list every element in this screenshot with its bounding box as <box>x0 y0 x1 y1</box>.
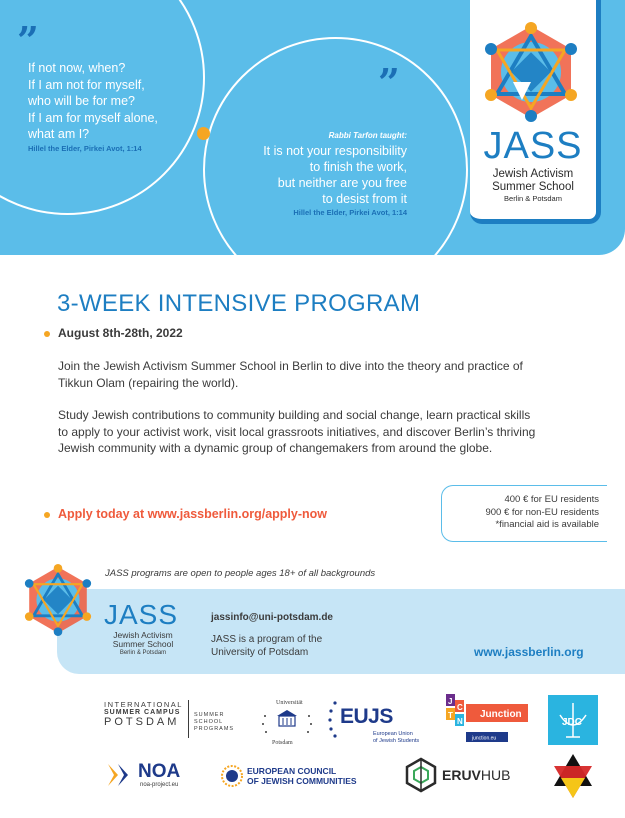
noa-wordmark: NOA <box>138 761 181 782</box>
uni-dot <box>310 723 312 725</box>
logo-title: JASS <box>483 125 583 167</box>
ecjc-emblem-icon <box>221 765 243 787</box>
quote-citation: Hillel the Elder, Pirkei Avot, 1:14 <box>28 143 142 153</box>
junction-letter: T <box>448 711 453 720</box>
isc-logo-line: SUMMER CAMPUS <box>104 709 181 716</box>
noa-arrow-icon <box>104 760 134 790</box>
uni-dot <box>262 723 264 725</box>
band-logo-location: Berlin & Potsdam <box>119 650 167 656</box>
isc-logo-line: POTSDAM <box>104 716 180 728</box>
price-non-eu: 900 € for non-EU residents <box>485 506 599 518</box>
band-logo-subtitle-line: Summer School <box>112 639 174 649</box>
eujs-wordmark: EUJS <box>340 705 393 728</box>
ecjc-line: EUROPEAN COUNCIL <box>247 766 337 776</box>
quote-line: It is not your responsibility <box>263 144 407 158</box>
eujs-logo <box>328 697 428 743</box>
logo-subtitle-line: Jewish Activism <box>492 168 574 180</box>
eujs-subtitle <box>373 731 419 744</box>
bullet-dot-icon <box>44 331 50 337</box>
quote-mark-icon: ” <box>378 60 400 105</box>
junction-letter: C <box>457 703 463 712</box>
eruvhub-logo <box>404 757 516 793</box>
eruvhub-wordmark-light: HUB <box>480 767 511 783</box>
quote-hillel <box>28 60 203 154</box>
price-aid: *financial aid is available <box>495 519 599 530</box>
junction-letter: J <box>448 697 453 706</box>
isc-divider <box>188 700 189 738</box>
university-note-line: University of Potsdam <box>211 647 309 658</box>
menorah-icon <box>548 695 598 745</box>
apply-link[interactable] <box>44 507 327 521</box>
jass-geometric-logo-icon <box>481 22 581 122</box>
program-dates <box>44 326 183 340</box>
uni-dot <box>308 715 310 717</box>
quote-line: If not now, when? <box>28 61 126 75</box>
jass-logo-card <box>470 0 601 224</box>
noa-url: noa-project.eu <box>140 782 179 788</box>
university-potsdam-logo <box>258 694 316 752</box>
isc-side-line: PROGRAMS <box>194 726 235 732</box>
website-link[interactable]: www.jassberlin.org <box>474 645 584 659</box>
eruvhub-wordmark-bold: ERUV <box>442 767 481 783</box>
university-note-line: JASS is a program of the <box>211 634 323 645</box>
bullet-dot-icon <box>44 512 50 518</box>
band-logo-subtitle <box>103 631 183 649</box>
band-logo-title: JASS <box>104 599 179 630</box>
uni-dot <box>264 715 266 717</box>
quote-line: If I am not for myself, <box>28 77 145 92</box>
uni-logo-top: Universität <box>276 700 303 706</box>
program-intro: Join the Jewish Activism Summer School in Berlin to dive into the theory and practice of Tikkun Olam (repairing the world). <box>58 359 523 390</box>
quote-tarfon <box>230 129 407 218</box>
jass-geometric-logo-icon <box>22 564 94 636</box>
contact-email[interactable]: jassinfo@uni-potsdam.de <box>211 612 333 623</box>
uni-roof-icon <box>277 710 297 716</box>
jdc-wordmark: JDC <box>562 717 583 728</box>
price-eu: 400 € for EU residents <box>504 494 599 505</box>
quote-line: what am I? <box>28 127 90 141</box>
isc-side-line: SCHOOL <box>194 719 224 725</box>
ecjc-line: OF JEWISH COMMUNITIES <box>247 776 357 786</box>
uni-dot <box>265 731 267 733</box>
uni-logo-bottom: Potsdam <box>272 740 293 746</box>
junction-url: junction.eu <box>472 735 497 742</box>
quote-line: to desist from it <box>322 192 407 206</box>
band-logo-subtitle-line: Jewish Activism <box>113 630 173 640</box>
isc-side-label <box>194 712 234 733</box>
quote-intro: Rabbi Tarfon taught: <box>328 131 407 140</box>
program-dates-text: August 8th-28th, 2022 <box>58 326 183 340</box>
quote-line: but neither are you free <box>277 176 407 190</box>
quote-line: who will be for me? <box>28 94 135 108</box>
quote-line: to finish the work, <box>309 160 407 174</box>
noa-logo <box>104 758 184 794</box>
jdc-logo <box>548 695 598 745</box>
junction-logo <box>446 694 528 744</box>
university-note <box>211 633 371 659</box>
quote-line: If I am for myself alone, <box>28 110 158 125</box>
junction-letter: N <box>457 717 463 726</box>
isc-logo-line: INTERNATIONAL <box>104 700 183 709</box>
isc-side-line: SUMMER <box>194 712 225 718</box>
ecjc-wordmark <box>247 766 357 786</box>
apply-link-text: Apply today at www.jassberlin.org/apply-now <box>58 507 328 521</box>
quote-mark-icon: ” <box>17 18 39 63</box>
star-of-david-icon <box>552 752 594 800</box>
ecjc-logo <box>221 764 381 790</box>
eujs-subtitle-line: of Jewish Students <box>373 737 420 744</box>
eligibility-note: JASS programs are open to people ages 18+ of all backgrounds <box>105 568 376 579</box>
program-details: Study Jewish contributions to community building and social change, learn practical skills to apply to your activist work, visit local grassroots initiatives, and discover Berlin’s thriving Jewish community with a dynamic group of changemakers from around the globe. <box>58 408 536 455</box>
eruvhub-hex-icon <box>404 757 438 793</box>
program-title: 3-WEEK INTENSIVE PROGRAM <box>57 290 421 317</box>
international-summer-campus-logo <box>104 700 244 742</box>
logo-subtitle <box>470 168 596 193</box>
eujs-subtitle-line: European Union <box>373 731 413 737</box>
logo-location: Berlin & Potsdam <box>504 194 562 203</box>
pricing-box <box>441 485 607 542</box>
uni-dot <box>307 731 309 733</box>
eruvhub-wordmark <box>442 767 510 783</box>
logo-subtitle-line: Summer School <box>492 180 574 193</box>
quote-citation: Hillel the Elder, Pirkei Avot, 1:14 <box>293 208 407 217</box>
junction-wordmark: Junction <box>480 709 522 720</box>
